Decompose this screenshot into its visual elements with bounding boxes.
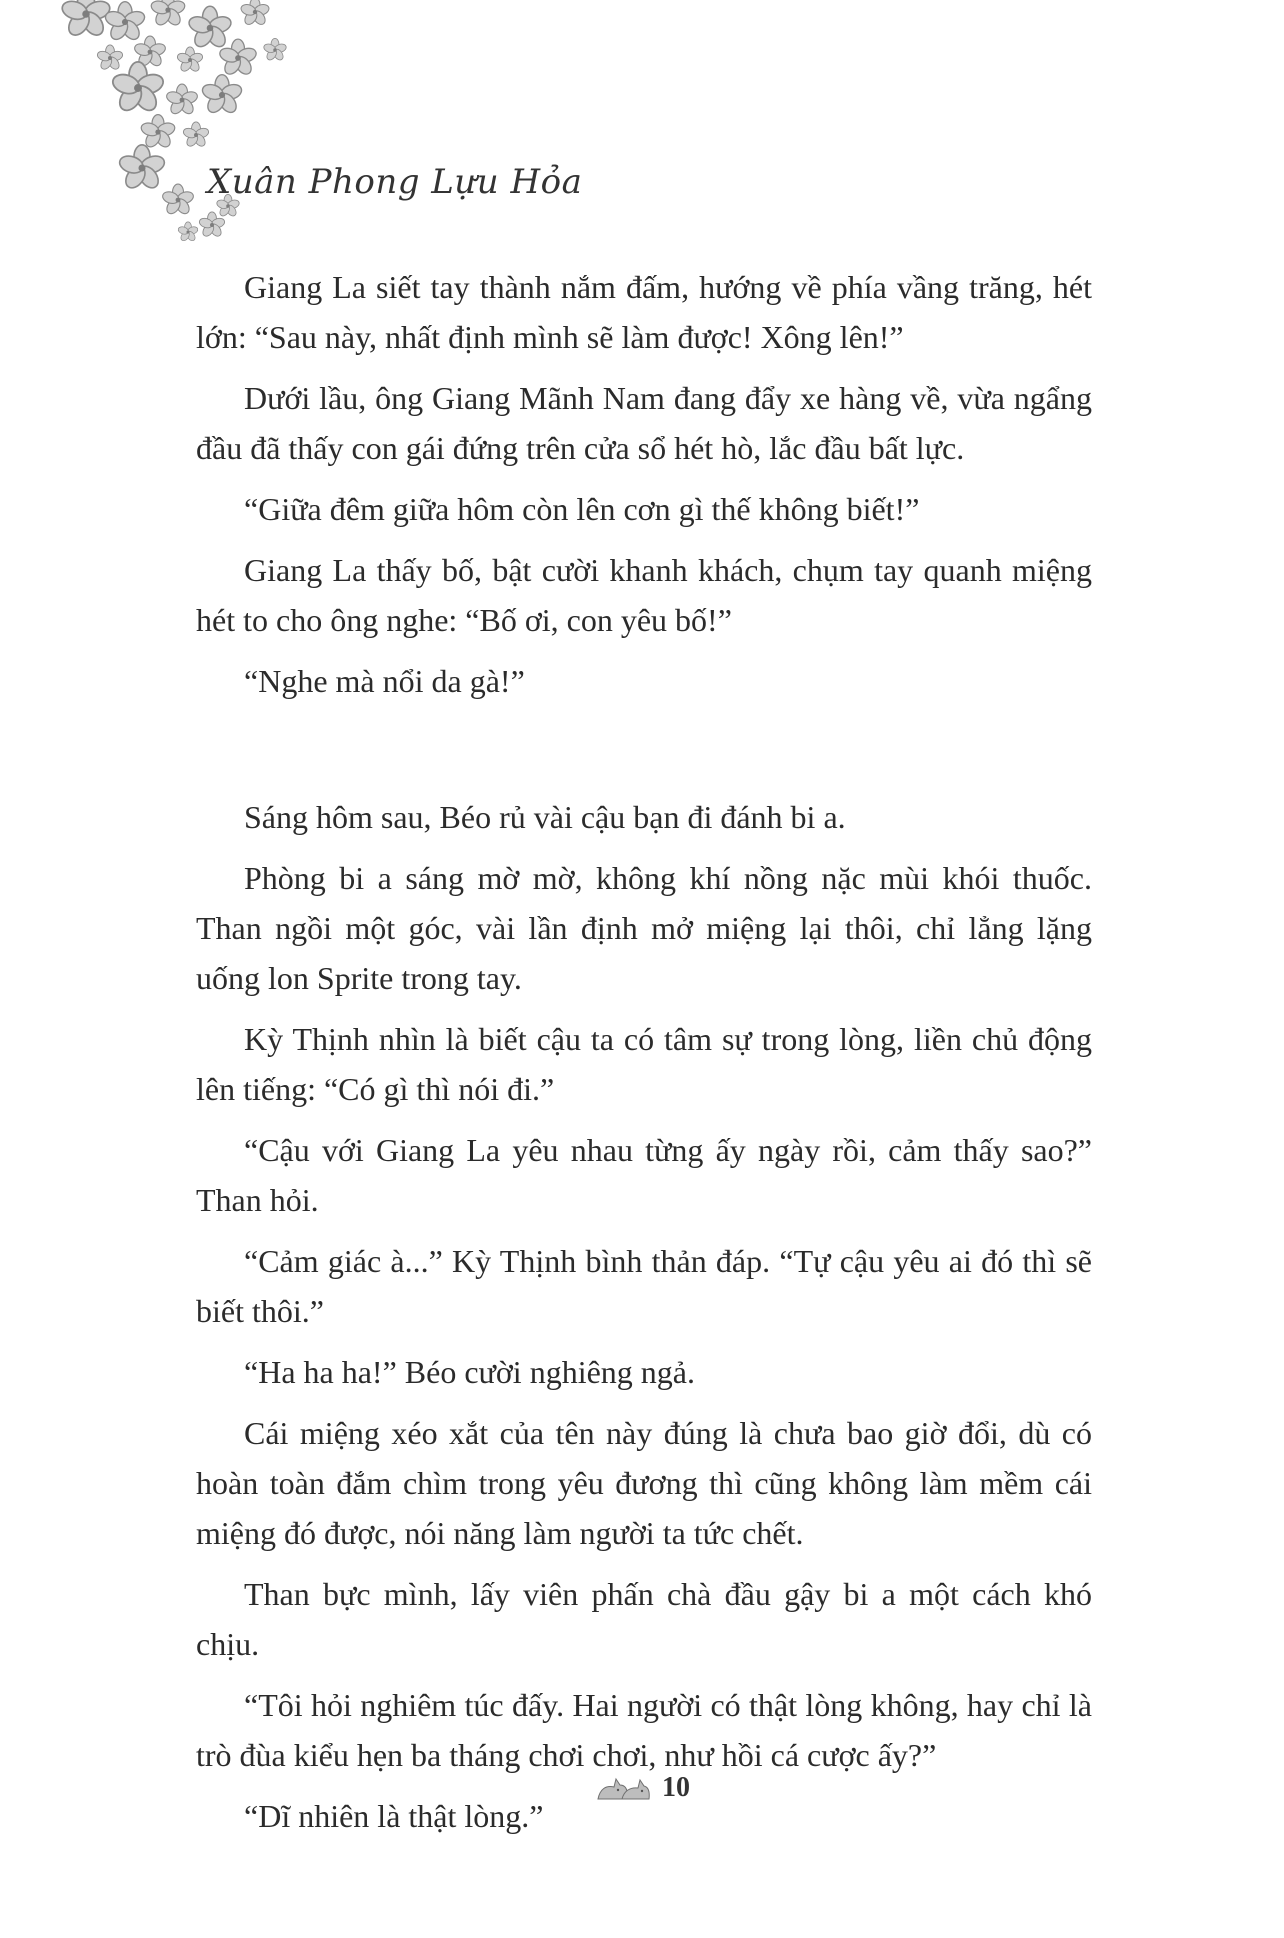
paragraph: Giang La siết tay thành nắm đấm, hướng về phía vầng trăng, hét lớn: “Sau này, nhất định mình sẽ làm được! Xông lên!”: [196, 269, 1092, 355]
book-title: Xuân Phong Lựu Hỏa: [207, 162, 583, 202]
body-text: [196, 262, 1092, 1852]
paragraph: “Tôi hỏi nghiêm túc đấy. Hai người có thật lòng không, hay chỉ là trò đùa kiểu hẹn ba tháng chơi chơi, như hồi cá cược ấy?”: [196, 1687, 1092, 1773]
paragraph: “Giữa đêm giữa hôm còn lên cơn gì thế không biết!”: [244, 491, 920, 527]
paragraph: Sáng hôm sau, Béo rủ vài cậu bạn đi đánh bi a.: [244, 799, 846, 835]
paragraph: “Ha ha ha!” Béo cười nghiêng ngả.: [244, 1354, 695, 1390]
paragraph: Than bực mình, lấy viên phấn chà đầu gậy bi a một cách khó chịu.: [196, 1576, 1092, 1662]
paragraph: Dưới lầu, ông Giang Mãnh Nam đang đẩy xe hàng về, vừa ngẩng đầu đã thấy con gái đứng trên cửa sổ hét hò, lắc đầu bất lực.: [196, 380, 1092, 466]
paragraph: “Cảm giác à...” Kỳ Thịnh bình thản đáp. “Tự cậu yêu ai đó thì sẽ biết thôi.”: [196, 1243, 1092, 1329]
paragraph: “Nghe mà nổi da gà!”: [244, 663, 525, 699]
cat-ornament-icon: [594, 1773, 652, 1803]
paragraph: “Cậu với Giang La yêu nhau từng ấy ngày rồi, cảm thấy sao?” Than hỏi.: [196, 1132, 1092, 1218]
paragraph: Kỳ Thịnh nhìn là biết cậu ta có tâm sự trong lòng, liền chủ động lên tiếng: “Có gì thì nói đi.”: [196, 1021, 1092, 1107]
paragraph: Cái miệng xéo xắt của tên này đúng là chưa bao giờ đổi, dù có hoàn toàn đắm chìm trong yêu đương thì cũng không làm mềm cái miệng đó được, nói năng làm người ta tức chết.: [196, 1415, 1092, 1551]
paragraph: Giang La thấy bố, bật cười khanh khách, chụm tay quanh miệng hét to cho ông nghe: “Bố ơi, con yêu bố!”: [196, 552, 1092, 638]
page-number: 10: [662, 1772, 690, 1803]
paragraph: “Dĩ nhiên là thật lòng.”: [244, 1798, 544, 1834]
flower-decoration: [0, 0, 330, 250]
paragraph: Phòng bi a sáng mờ mờ, không khí nồng nặc mùi khói thuốc. Than ngồi một góc, vài lần định mở miệng lại thôi, chỉ lẳng lặng uống lon Sprite trong tay.: [196, 860, 1092, 996]
page-footer: [0, 1772, 1284, 1804]
